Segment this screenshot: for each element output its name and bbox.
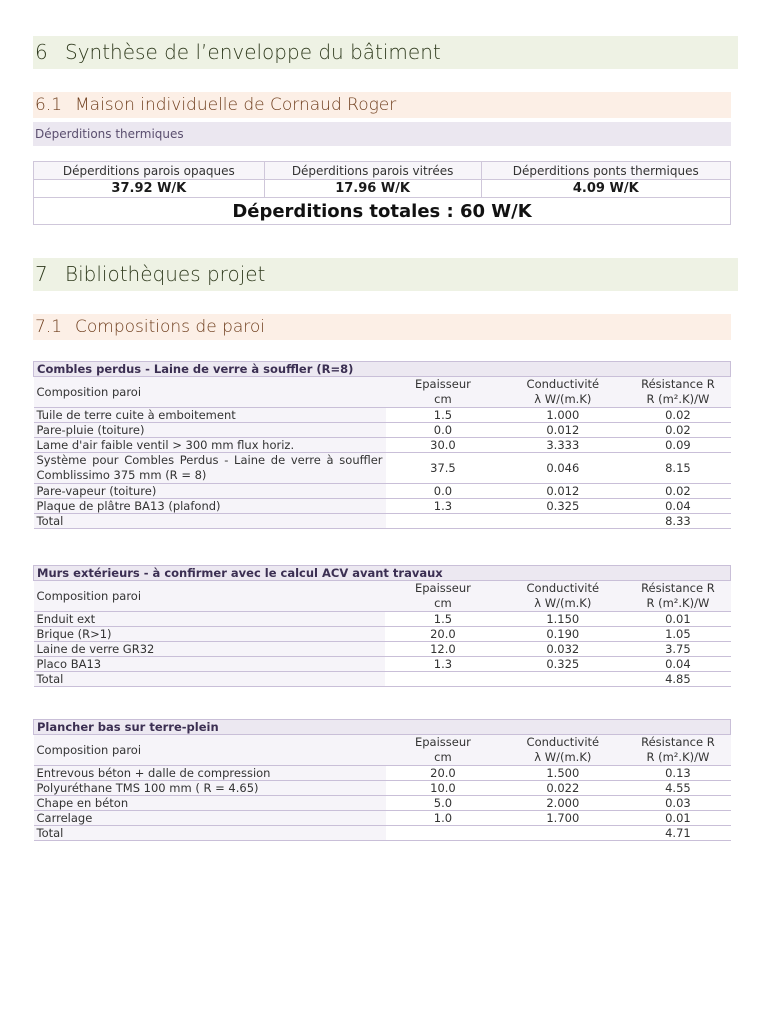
layer-name: Système pour Combles Perdus - Laine de verre à souffler Comblissimo 375 mm (R = 8) xyxy=(34,453,386,484)
header-resistance xyxy=(625,581,730,612)
total-resistance: 4.71 xyxy=(625,826,730,841)
header-epaisseur-line1: Epaisseur xyxy=(414,581,471,595)
layer-resistance: 0.03 xyxy=(625,796,730,811)
section-7-1-heading xyxy=(33,314,731,340)
header-resistance xyxy=(625,377,730,408)
layer-conductivite: 0.012 xyxy=(500,423,625,438)
layer-name: Pare-vapeur (toiture) xyxy=(34,484,386,499)
table-title: Murs extérieurs - à confirmer avec le calcul ACV avant travaux xyxy=(34,566,731,581)
total-resistance: 4.85 xyxy=(625,672,730,687)
layer-name: Carrelage xyxy=(34,811,386,826)
layer-conductivite: 1.500 xyxy=(500,766,625,781)
layer-name: Tuile de terre cuite à emboitement xyxy=(34,408,386,423)
layer-conductivite: 1.000 xyxy=(500,408,625,423)
layer-resistance: 0.13 xyxy=(625,766,730,781)
layer-name: Polyuréthane TMS 100 mm ( R = 4.65) xyxy=(34,781,386,796)
header-composition: Composition paroi xyxy=(34,735,386,766)
table-row xyxy=(34,657,731,672)
header-epaisseur-line2: cm xyxy=(434,596,452,610)
subsection-title: Compositions de paroi xyxy=(75,317,266,337)
section-title: Bibliothèques projet xyxy=(65,262,266,286)
layer-resistance: 0.04 xyxy=(625,499,730,514)
header-conductivite-line2: λ W/(m.K) xyxy=(534,750,592,764)
layer-epaisseur: 20.0 xyxy=(385,627,500,642)
header-conductivite xyxy=(500,581,625,612)
layer-epaisseur: 0.0 xyxy=(386,484,501,499)
table-row xyxy=(34,781,731,796)
layer-name: Pare-pluie (toiture) xyxy=(34,423,386,438)
header-resistance xyxy=(625,735,730,766)
table-row xyxy=(34,766,731,781)
header-epaisseur xyxy=(385,581,500,612)
layer-resistance: 4.55 xyxy=(625,781,730,796)
header-epaisseur-line1: Epaisseur xyxy=(414,377,471,391)
header-epaisseur xyxy=(386,377,501,408)
layer-epaisseur: 1.0 xyxy=(386,811,501,826)
table-title-row xyxy=(34,566,731,581)
layer-epaisseur: 0.0 xyxy=(386,423,501,438)
subsection-number: 6.1 xyxy=(35,95,63,115)
layer-conductivite: 0.190 xyxy=(500,627,625,642)
header-resistance-line2: R (m².K)/W xyxy=(646,596,710,610)
total-label: Total xyxy=(34,514,386,529)
header-resistance-line2: R (m².K)/W xyxy=(646,750,710,764)
table-row xyxy=(34,642,731,657)
header-resistance-line1: Résistance R xyxy=(641,581,715,595)
composition-table xyxy=(33,719,731,841)
section-7-heading xyxy=(33,258,738,291)
layer-resistance: 0.01 xyxy=(625,612,730,627)
layer-name: Enduit ext xyxy=(34,612,386,627)
value-parois-opaques: 37.92 W/K xyxy=(34,180,265,198)
layer-conductivite: 0.325 xyxy=(500,499,625,514)
header-composition: Composition paroi xyxy=(34,377,386,408)
header-conductivite-line2: λ W/(m.K) xyxy=(534,596,592,610)
layer-epaisseur: 1.3 xyxy=(386,499,501,514)
subsection-number: 7.1 xyxy=(35,317,63,337)
header-conductivite-line1: Conductivité xyxy=(526,377,600,391)
deperditions-table xyxy=(33,161,731,225)
header-composition: Composition paroi xyxy=(34,581,386,612)
header-resistance-line1: Résistance R xyxy=(641,735,715,749)
table-header-row xyxy=(34,735,731,766)
total-conductivite-empty xyxy=(500,514,625,529)
layer-epaisseur: 1.3 xyxy=(385,657,500,672)
layer-conductivite: 0.012 xyxy=(500,484,625,499)
table-total-row xyxy=(34,672,731,687)
layer-name: Plaque de plâtre BA13 (plafond) xyxy=(34,499,386,514)
table-title: Plancher bas sur terre-plein xyxy=(34,720,731,735)
layer-name: Chape en béton xyxy=(34,796,386,811)
header-resistance-line1: Résistance R xyxy=(641,377,715,391)
table-row xyxy=(34,612,731,627)
composition-table xyxy=(33,565,731,687)
section-number: 7 xyxy=(35,262,48,286)
composition-table xyxy=(33,361,731,529)
layer-epaisseur: 12.0 xyxy=(385,642,500,657)
header-conductivite-line1: Conductivité xyxy=(526,581,600,595)
layer-conductivite: 0.046 xyxy=(500,453,625,484)
layer-resistance: 1.05 xyxy=(625,627,730,642)
layer-conductivite: 0.032 xyxy=(500,642,625,657)
total-epaisseur-empty xyxy=(385,672,500,687)
total-resistance: 8.33 xyxy=(625,514,730,529)
layer-epaisseur: 1.5 xyxy=(385,612,500,627)
table-row xyxy=(34,499,731,514)
layer-epaisseur: 1.5 xyxy=(386,408,501,423)
table-title: Combles perdus - Laine de verre à souffler (R=8) xyxy=(34,362,731,377)
value-ponts-thermiques: 4.09 W/K xyxy=(481,180,730,198)
label-parois-vitrees: Déperditions parois vitrées xyxy=(264,162,481,180)
layer-epaisseur: 10.0 xyxy=(386,781,501,796)
header-epaisseur-line2: cm xyxy=(434,750,452,764)
total-conductivite-empty xyxy=(500,826,625,841)
layer-resistance: 8.15 xyxy=(625,453,730,484)
table-title-row xyxy=(34,720,731,735)
header-epaisseur-line2: cm xyxy=(434,392,452,406)
layer-name: Entrevous béton + dalle de compression xyxy=(34,766,386,781)
subsection-title: Maison individuelle de Cornaud Roger xyxy=(75,95,397,115)
header-resistance-line2: R (m².K)/W xyxy=(646,392,710,406)
total-epaisseur-empty xyxy=(386,514,501,529)
layer-resistance: 0.02 xyxy=(625,423,730,438)
layer-conductivite: 1.700 xyxy=(500,811,625,826)
section-6-1-heading xyxy=(33,92,731,118)
header-conductivite-line1: Conductivité xyxy=(526,735,600,749)
layer-resistance: 0.01 xyxy=(625,811,730,826)
table-header-row xyxy=(34,581,731,612)
table-row xyxy=(34,627,731,642)
header-conductivite-line2: λ W/(m.K) xyxy=(534,392,592,406)
layer-conductivite: 3.333 xyxy=(500,438,625,453)
layer-resistance: 0.02 xyxy=(625,484,730,499)
layer-resistance: 0.04 xyxy=(625,657,730,672)
layer-conductivite: 0.022 xyxy=(500,781,625,796)
layer-resistance: 0.09 xyxy=(625,438,730,453)
table-row xyxy=(34,453,731,484)
table-row xyxy=(34,423,731,438)
label-parois-opaques: Déperditions parois opaques xyxy=(34,162,265,180)
layer-epaisseur: 20.0 xyxy=(386,766,501,781)
layer-name: Placo BA13 xyxy=(34,657,386,672)
layer-name: Lame d'air faible ventil > 300 mm flux horiz. xyxy=(34,438,386,453)
layer-epaisseur: 5.0 xyxy=(386,796,501,811)
total-epaisseur-empty xyxy=(386,826,501,841)
layer-conductivite: 2.000 xyxy=(500,796,625,811)
layer-conductivite: 0.325 xyxy=(500,657,625,672)
table-row xyxy=(34,484,731,499)
section-number: 6 xyxy=(35,40,48,64)
header-conductivite xyxy=(500,377,625,408)
section-6-heading xyxy=(33,36,738,69)
total-label: Total xyxy=(34,826,386,841)
header-epaisseur xyxy=(386,735,501,766)
table-total-row xyxy=(34,514,731,529)
layer-name: Brique (R>1) xyxy=(34,627,386,642)
table-total-row xyxy=(34,826,731,841)
layer-resistance: 0.02 xyxy=(625,408,730,423)
value-parois-vitrees: 17.96 W/K xyxy=(264,180,481,198)
table-row xyxy=(34,796,731,811)
deperditions-label-bar: Déperditions thermiques xyxy=(33,122,731,146)
header-conductivite xyxy=(500,735,625,766)
layer-epaisseur: 30.0 xyxy=(386,438,501,453)
deperditions-total: Déperditions totales : 60 W/K xyxy=(34,198,731,225)
table-row xyxy=(34,438,731,453)
table-row xyxy=(34,408,731,423)
table-row xyxy=(34,811,731,826)
section-title: Synthèse de l’enveloppe du bâtiment xyxy=(65,40,441,64)
total-label: Total xyxy=(34,672,386,687)
layer-conductivite: 1.150 xyxy=(500,612,625,627)
layer-epaisseur: 37.5 xyxy=(386,453,501,484)
table-header-row xyxy=(34,377,731,408)
total-conductivite-empty xyxy=(500,672,625,687)
label-ponts-thermiques: Déperditions ponts thermiques xyxy=(481,162,730,180)
layer-resistance: 3.75 xyxy=(625,642,730,657)
header-epaisseur-line1: Epaisseur xyxy=(414,735,471,749)
table-title-row xyxy=(34,362,731,377)
layer-name: Laine de verre GR32 xyxy=(34,642,386,657)
